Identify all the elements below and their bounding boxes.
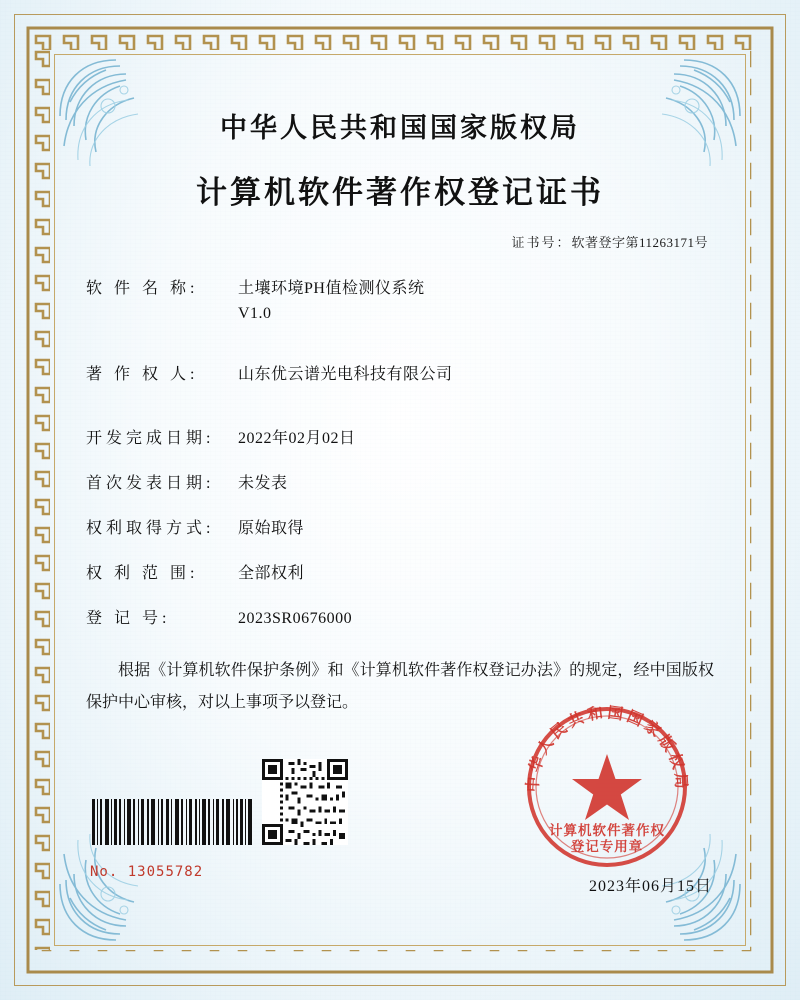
field-software-name-value: 土壤环境PH值检测仪系统 xyxy=(238,280,425,297)
field-development-date-value: 2022年02月02日 xyxy=(238,430,356,448)
field-development-date-label: 开发完成日期: xyxy=(86,430,215,448)
field-copyright-owner xyxy=(86,363,714,388)
field-software-name-label: 软 件 名 称: xyxy=(86,280,199,297)
field-rights-scope-label: 权 利 范 围: xyxy=(86,564,199,582)
certificate-number-value: 软著登字第11263171号 xyxy=(571,235,708,250)
field-development-date xyxy=(86,427,714,452)
field-first-publish-date-label: 首次发表日期: xyxy=(86,475,215,493)
serial-number xyxy=(90,864,348,880)
field-rights-scope xyxy=(86,562,714,587)
field-copyright-owner-label: 著 作 权 人: xyxy=(86,365,199,383)
official-seal xyxy=(522,702,692,872)
field-registration-number-value: 2023SR0676000 xyxy=(238,609,353,627)
certificate-number-label: 证书号： xyxy=(511,235,572,250)
field-rights-acquisition-value: 原始取得 xyxy=(238,519,305,537)
field-software-name xyxy=(86,277,714,327)
primary-fields xyxy=(86,277,714,387)
barcode xyxy=(92,799,252,845)
serial-label: No. xyxy=(90,864,119,880)
issuing-authority-title: 中华人民共和国国家版权局 xyxy=(220,113,580,144)
svg-text:中华人民共和国国家版权局: 中华人民共和国国家版权局 xyxy=(522,702,692,793)
field-registration-number xyxy=(86,607,714,632)
field-rights-scope-value: 全部权利 xyxy=(238,564,305,582)
issue-date: 2023年06月15日 xyxy=(588,878,712,895)
svg-text:计算机软件著作权: 计算机软件著作权 xyxy=(549,823,665,839)
document-title: 计算机软件著作权登记证书 xyxy=(196,175,604,211)
field-rights-acquisition-label: 权利取得方式: xyxy=(86,519,215,537)
code-block xyxy=(86,743,348,880)
serial-value: 13055782 xyxy=(127,864,204,880)
legal-statement-text: 根据《计算机软件保护条例》和《计算机软件著作权登记办法》的规定，经中国版权保护中心审核，对以上事项予以登记。 xyxy=(86,662,714,712)
field-software-version-value: V1.0 xyxy=(238,304,272,322)
field-first-publish-date-value: 未发表 xyxy=(238,475,288,493)
field-registration-number-label: 登 记 号: xyxy=(86,609,171,627)
field-copyright-owner-value: 山东优云谱光电科技有限公司 xyxy=(238,365,453,383)
certificate-number-row xyxy=(86,232,714,251)
field-first-publish-date xyxy=(86,472,714,497)
qr-code xyxy=(262,759,348,845)
svg-text:登记专用章: 登记专用章 xyxy=(570,839,644,855)
field-rights-acquisition xyxy=(86,517,714,542)
metadata-fields xyxy=(86,427,714,631)
